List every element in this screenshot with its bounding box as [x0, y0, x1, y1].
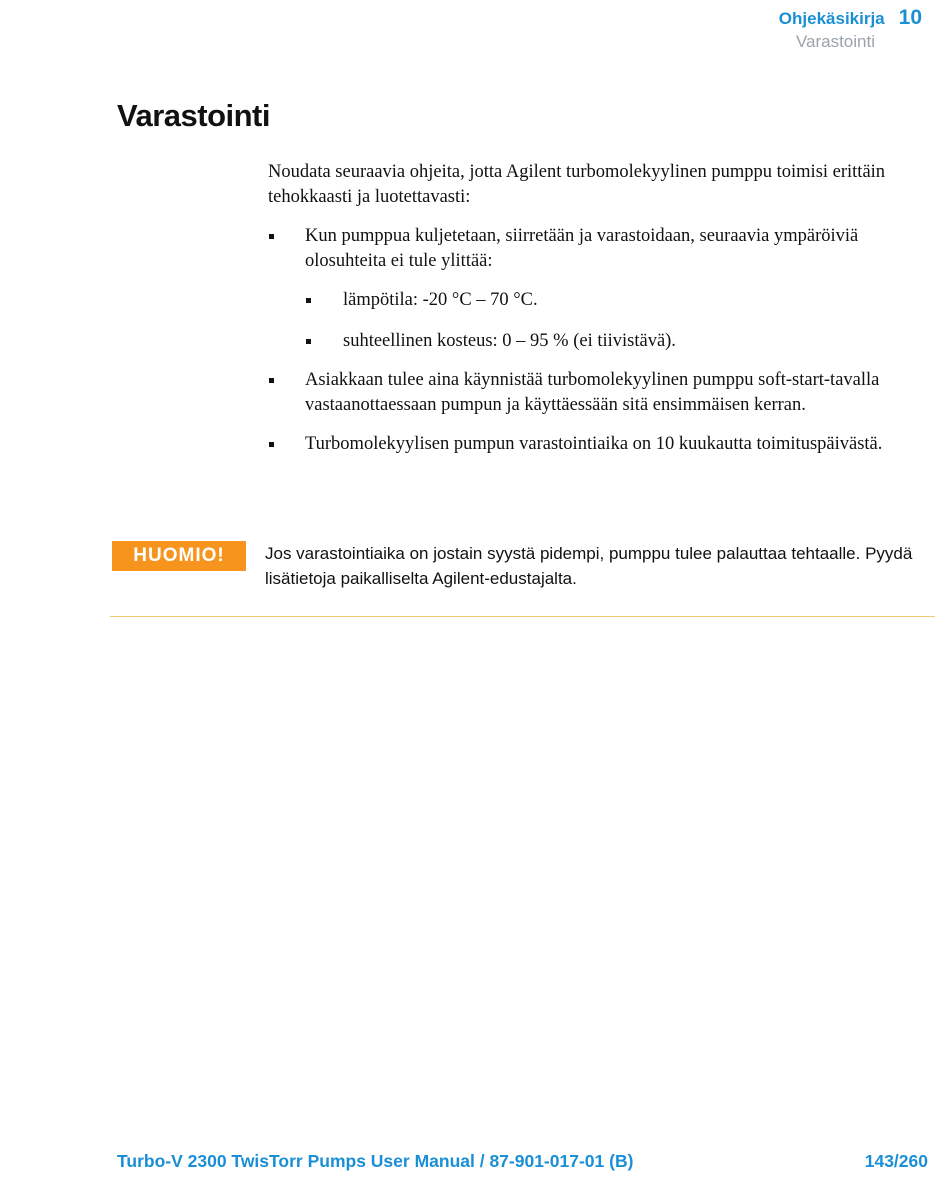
- list-item-text: Turbomolekyylisen pumpun varastointiaika on 10 kuukautta toimituspäivästä.: [305, 434, 883, 454]
- sub-list-item-text: suhteellinen kosteus: 0 – 95 % (ei tiivistävä).: [343, 331, 676, 351]
- note-divider: [110, 616, 935, 617]
- bullet-icon: [269, 234, 274, 239]
- list-item-text: Kun pumppua kuljetetaan, siirretään ja varastoidaan, seuraavia ympäröiviä olosuhteita ei tule ylittää:: [305, 226, 859, 271]
- note-badge: HUOMIO!: [112, 541, 246, 571]
- list-item: [268, 368, 930, 418]
- bullet-icon: [269, 378, 274, 383]
- bullet-icon: [306, 298, 311, 303]
- header-chapter-title: Ohjekäsikirja: [778, 9, 885, 28]
- list-item-text: Asiakkaan tulee aina käynnistää turbomolekyylinen pumppu soft-start-tavalla vastaanottaessaan pumpun ja käyttäessään sitä ensimmäisen kerran.: [305, 370, 880, 415]
- section-title: Varastointi: [117, 98, 270, 133]
- list-item: [268, 224, 930, 354]
- bullet-list: [268, 224, 930, 457]
- note-text: Jos varastointiaika on jostain syystä pidempi, pumppu tulee palauttaa tehtaalle. Pyydä lisätietoja paikalliselta Agilent-edustajalta.: [265, 544, 913, 588]
- list-item: [268, 432, 930, 457]
- header-chapter-number: 10: [898, 6, 922, 29]
- bullet-icon: [306, 339, 311, 344]
- intro-paragraph: Noudata seuraavia ohjeita, jotta Agilent turbomolekyylinen pumppu toimisi erittäin tehokkaasti ja luotettavasti:: [268, 162, 886, 207]
- body-text: [268, 160, 930, 471]
- sub-list-item-text: lämpötila: -20 °C – 70 °C.: [343, 290, 538, 310]
- sub-list-item: [305, 288, 930, 313]
- header-row: [779, 6, 922, 30]
- bullet-icon: [269, 442, 274, 447]
- footer-page-number: 143/260: [864, 1151, 928, 1171]
- footer-manual-title: Turbo-V 2300 TwisTorr Pumps User Manual / 87-901-017-01 (B): [117, 1151, 634, 1171]
- header-section-title: Varastointi: [795, 32, 875, 51]
- sub-list-item: [305, 329, 930, 354]
- sub-bullet-list: [305, 288, 930, 354]
- running-header: [779, 6, 922, 52]
